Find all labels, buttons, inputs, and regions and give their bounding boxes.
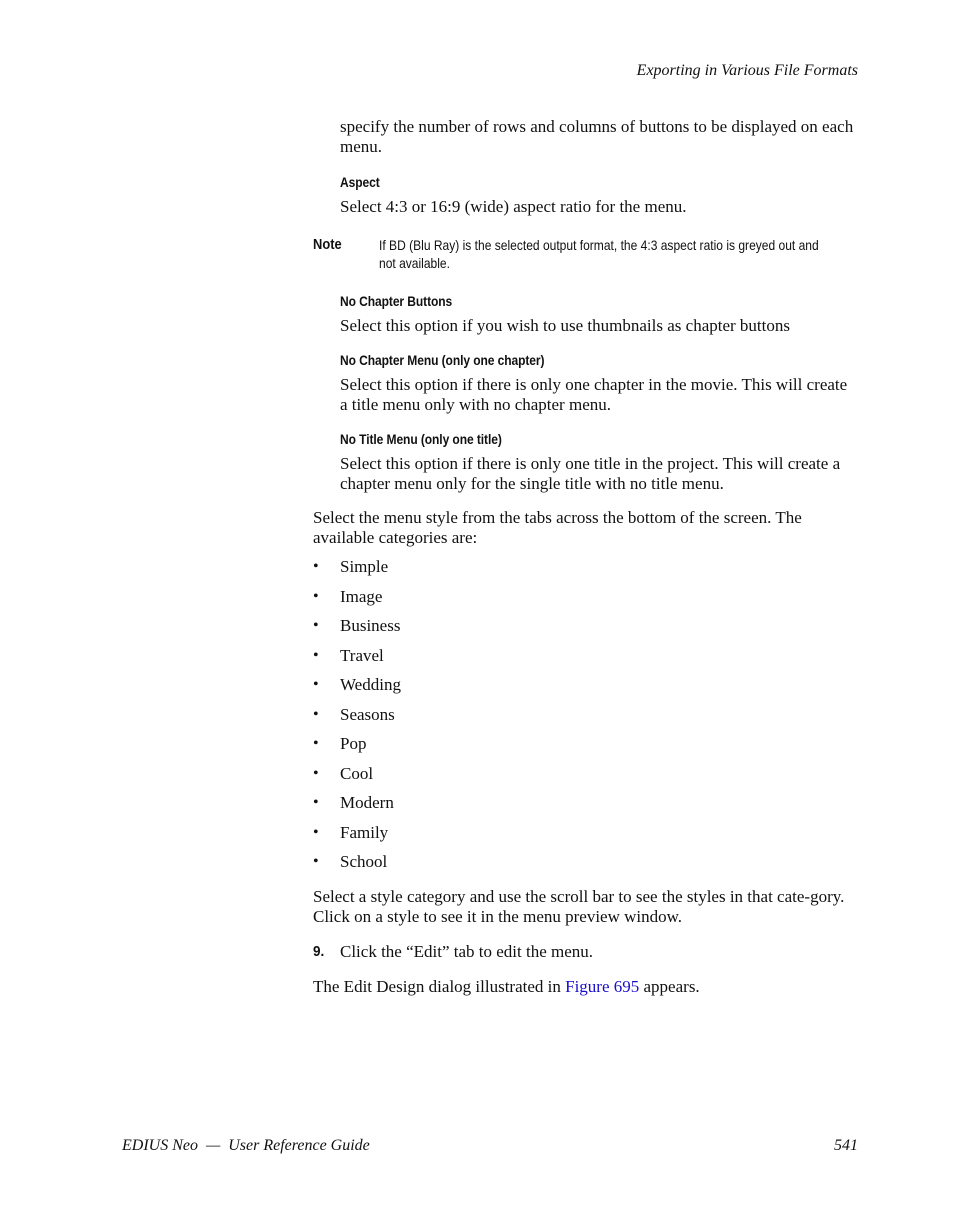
- list-item-label: Cool: [340, 763, 374, 783]
- edit-design-suffix: appears.: [639, 977, 700, 996]
- paragraph-menu-style-intro: Select the menu style from the tabs across the bottom of the screen. The available categories are:: [313, 508, 802, 547]
- step-number: 9.: [313, 943, 325, 960]
- figure-link[interactable]: Figure 695: [565, 977, 640, 996]
- heading-no-chapter-menu: No Chapter Menu (only one chapter): [340, 352, 545, 368]
- edit-design-prefix: The Edit Design dialog illustrated in: [313, 977, 566, 996]
- bullet-marker: •: [313, 764, 319, 782]
- heading-no-title-menu: No Title Menu (only one title): [340, 431, 502, 447]
- list-item-label: Travel: [340, 645, 384, 665]
- list-item-label: Business: [340, 616, 401, 635]
- heading-no-chapter-buttons: No Chapter Buttons: [340, 293, 453, 309]
- heading-aspect: Aspect: [340, 174, 380, 190]
- list-item-label: Image: [340, 586, 383, 606]
- paragraph-no-chapter-buttons: Select this option if you wish to use thumbnails as chapter buttons: [340, 316, 790, 335]
- list-item-label: Family: [340, 822, 389, 842]
- note-text: If BD (Blu Ray) is the selected output format, the 4:3 aspect ratio is greyed out and not available.: [379, 237, 819, 271]
- list-item-label: Modern: [340, 793, 394, 812]
- bullet-marker: •: [313, 646, 319, 664]
- bullet-marker: •: [313, 853, 319, 870]
- list-item-label: Pop: [340, 734, 367, 753]
- footer-page-number: 541: [834, 1137, 858, 1154]
- list-item-label: Wedding: [340, 675, 401, 694]
- step-text: Click the “Edit” tab to edit the menu.: [340, 942, 594, 961]
- paragraph-aspect: Select 4:3 or 16:9 (wide) aspect ratio for the menu.: [340, 197, 687, 216]
- note-label: Note: [313, 236, 342, 253]
- paragraph-style-category: Select a style category and use the scroll bar to see the styles in that cate-gory. Click on a style to see it in the menu preview window.: [313, 887, 845, 926]
- paragraph-no-title-menu: Select this option if there is only one title in the project. This will create a chapter menu only for the single title with no title menu.: [340, 454, 841, 493]
- bullet-marker: •: [313, 676, 319, 693]
- bullet-marker: •: [313, 617, 319, 634]
- bullet-marker: •: [313, 558, 319, 575]
- footer-guide-title: EDIUS Neo — User Reference Guide: [122, 1137, 370, 1154]
- bullet-marker: •: [313, 823, 319, 841]
- bullet-marker: •: [313, 794, 319, 811]
- running-head: Exporting in Various File Formats: [636, 62, 858, 79]
- bullet-marker: •: [313, 705, 319, 723]
- paragraph-no-chapter-menu: Select this option if there is only one chapter in the movie. This will create a title menu only with no chapter menu.: [340, 375, 848, 414]
- list-item-label: Simple: [340, 557, 389, 576]
- bullet-marker: •: [313, 735, 319, 752]
- bullet-marker: •: [313, 587, 319, 605]
- paragraph-rows-columns: specify the number of rows and columns of buttons to be displayed on each menu.: [340, 117, 854, 156]
- paragraph-edit-design: [313, 977, 858, 997]
- list-item-label: School: [340, 852, 388, 871]
- list-item-label: Seasons: [340, 704, 395, 724]
